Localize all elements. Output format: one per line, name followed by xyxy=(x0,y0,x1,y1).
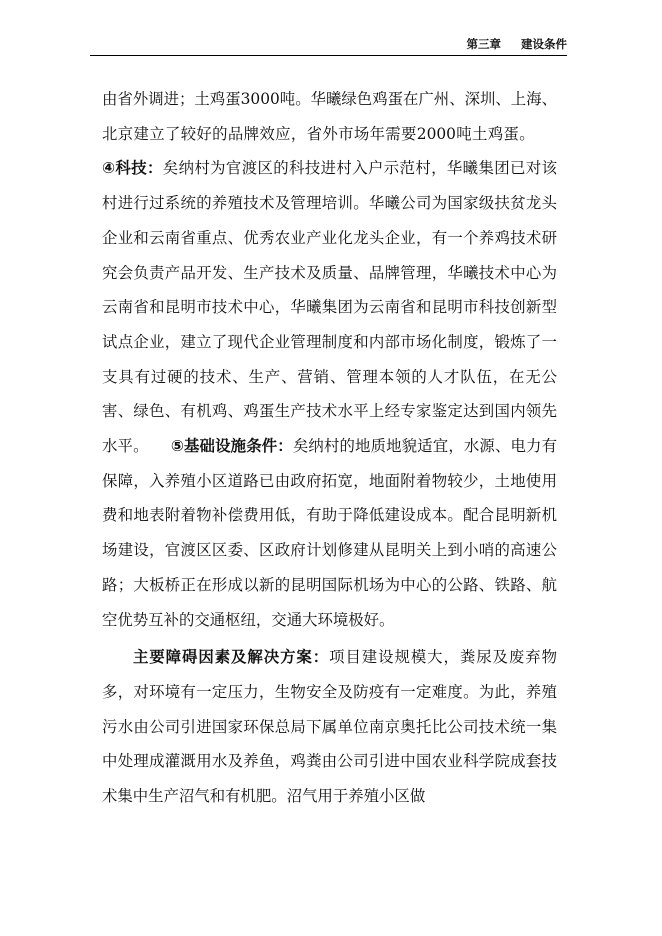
obstacles-text: 项目建设规模大，粪尿及废弃物多，对环境有一定压力，生物安全及防疫有一定难度。为此，养殖污水由公司引进国家环保总局下属单位南京奥托比公司技术统一集中处理成灌溉用水及养鱼，鸡粪由公司引进中国农业科学院成套技术集中生产沼气和有机肥。沼气用于养殖小区做 xyxy=(102,648,557,806)
document-body xyxy=(102,82,557,814)
tech-heading: ④科技： xyxy=(102,159,163,178)
obstacles-heading: 主要障碍因素及解决方案： xyxy=(133,648,330,667)
section-title: 建设条件 xyxy=(521,37,567,51)
paragraph-obstacles xyxy=(102,640,557,814)
chapter-label: 第三章 xyxy=(466,37,501,51)
page-header xyxy=(90,34,567,56)
paragraph-conditions xyxy=(102,82,557,637)
infrastructure-text: 矣纳村的地质地貌适宜，水源、电力有保障，入养殖小区道路已由政府拓宽，地面附着物较少，土地使用费和地表附着物补偿费用低，有助于降低建设成本。配合昆明新机场建设，官渡区区委、区政府计划修建从昆明关上到小哨的高速公路；大板桥正在形成以新的昆明国际机场为中心的公路、铁路、航空优势互补的交通枢纽，交通大环境极好。 xyxy=(102,437,557,629)
tech-text: 矣纳村为官渡区的科技进村入户示范村，华曦集团已对该村进行过系统的养殖技术及管理培训。华曦公司为国家级扶贫龙头企业和云南省重点、优秀农业产业化龙头企业，有一个养鸡技术研究会负责产品开发、生产技术及质量、品牌管理，华曦技术中心为云南省和昆明市技术中心，华曦集团为云南省和昆明市科技创新型试点企业，建立了现代企业管理制度和内部市场化制度，锻炼了一支具有过硬的技术、生产、营销、管理本领的人才队伍，在无公害、绿色、有机鸡、鸡蛋生产技术水平上经专家鉴定达到国内领先水平。 xyxy=(102,159,557,456)
infrastructure-heading: ⑤基础设施条件： xyxy=(170,437,293,456)
paragraph-intro-text: 由省外调进；土鸡蛋3000吨。华曦绿色鸡蛋在广州、深圳、上海、北京建立了较好的品牌效应，省外市场年需要2000吨土鸡蛋。 xyxy=(102,90,557,143)
